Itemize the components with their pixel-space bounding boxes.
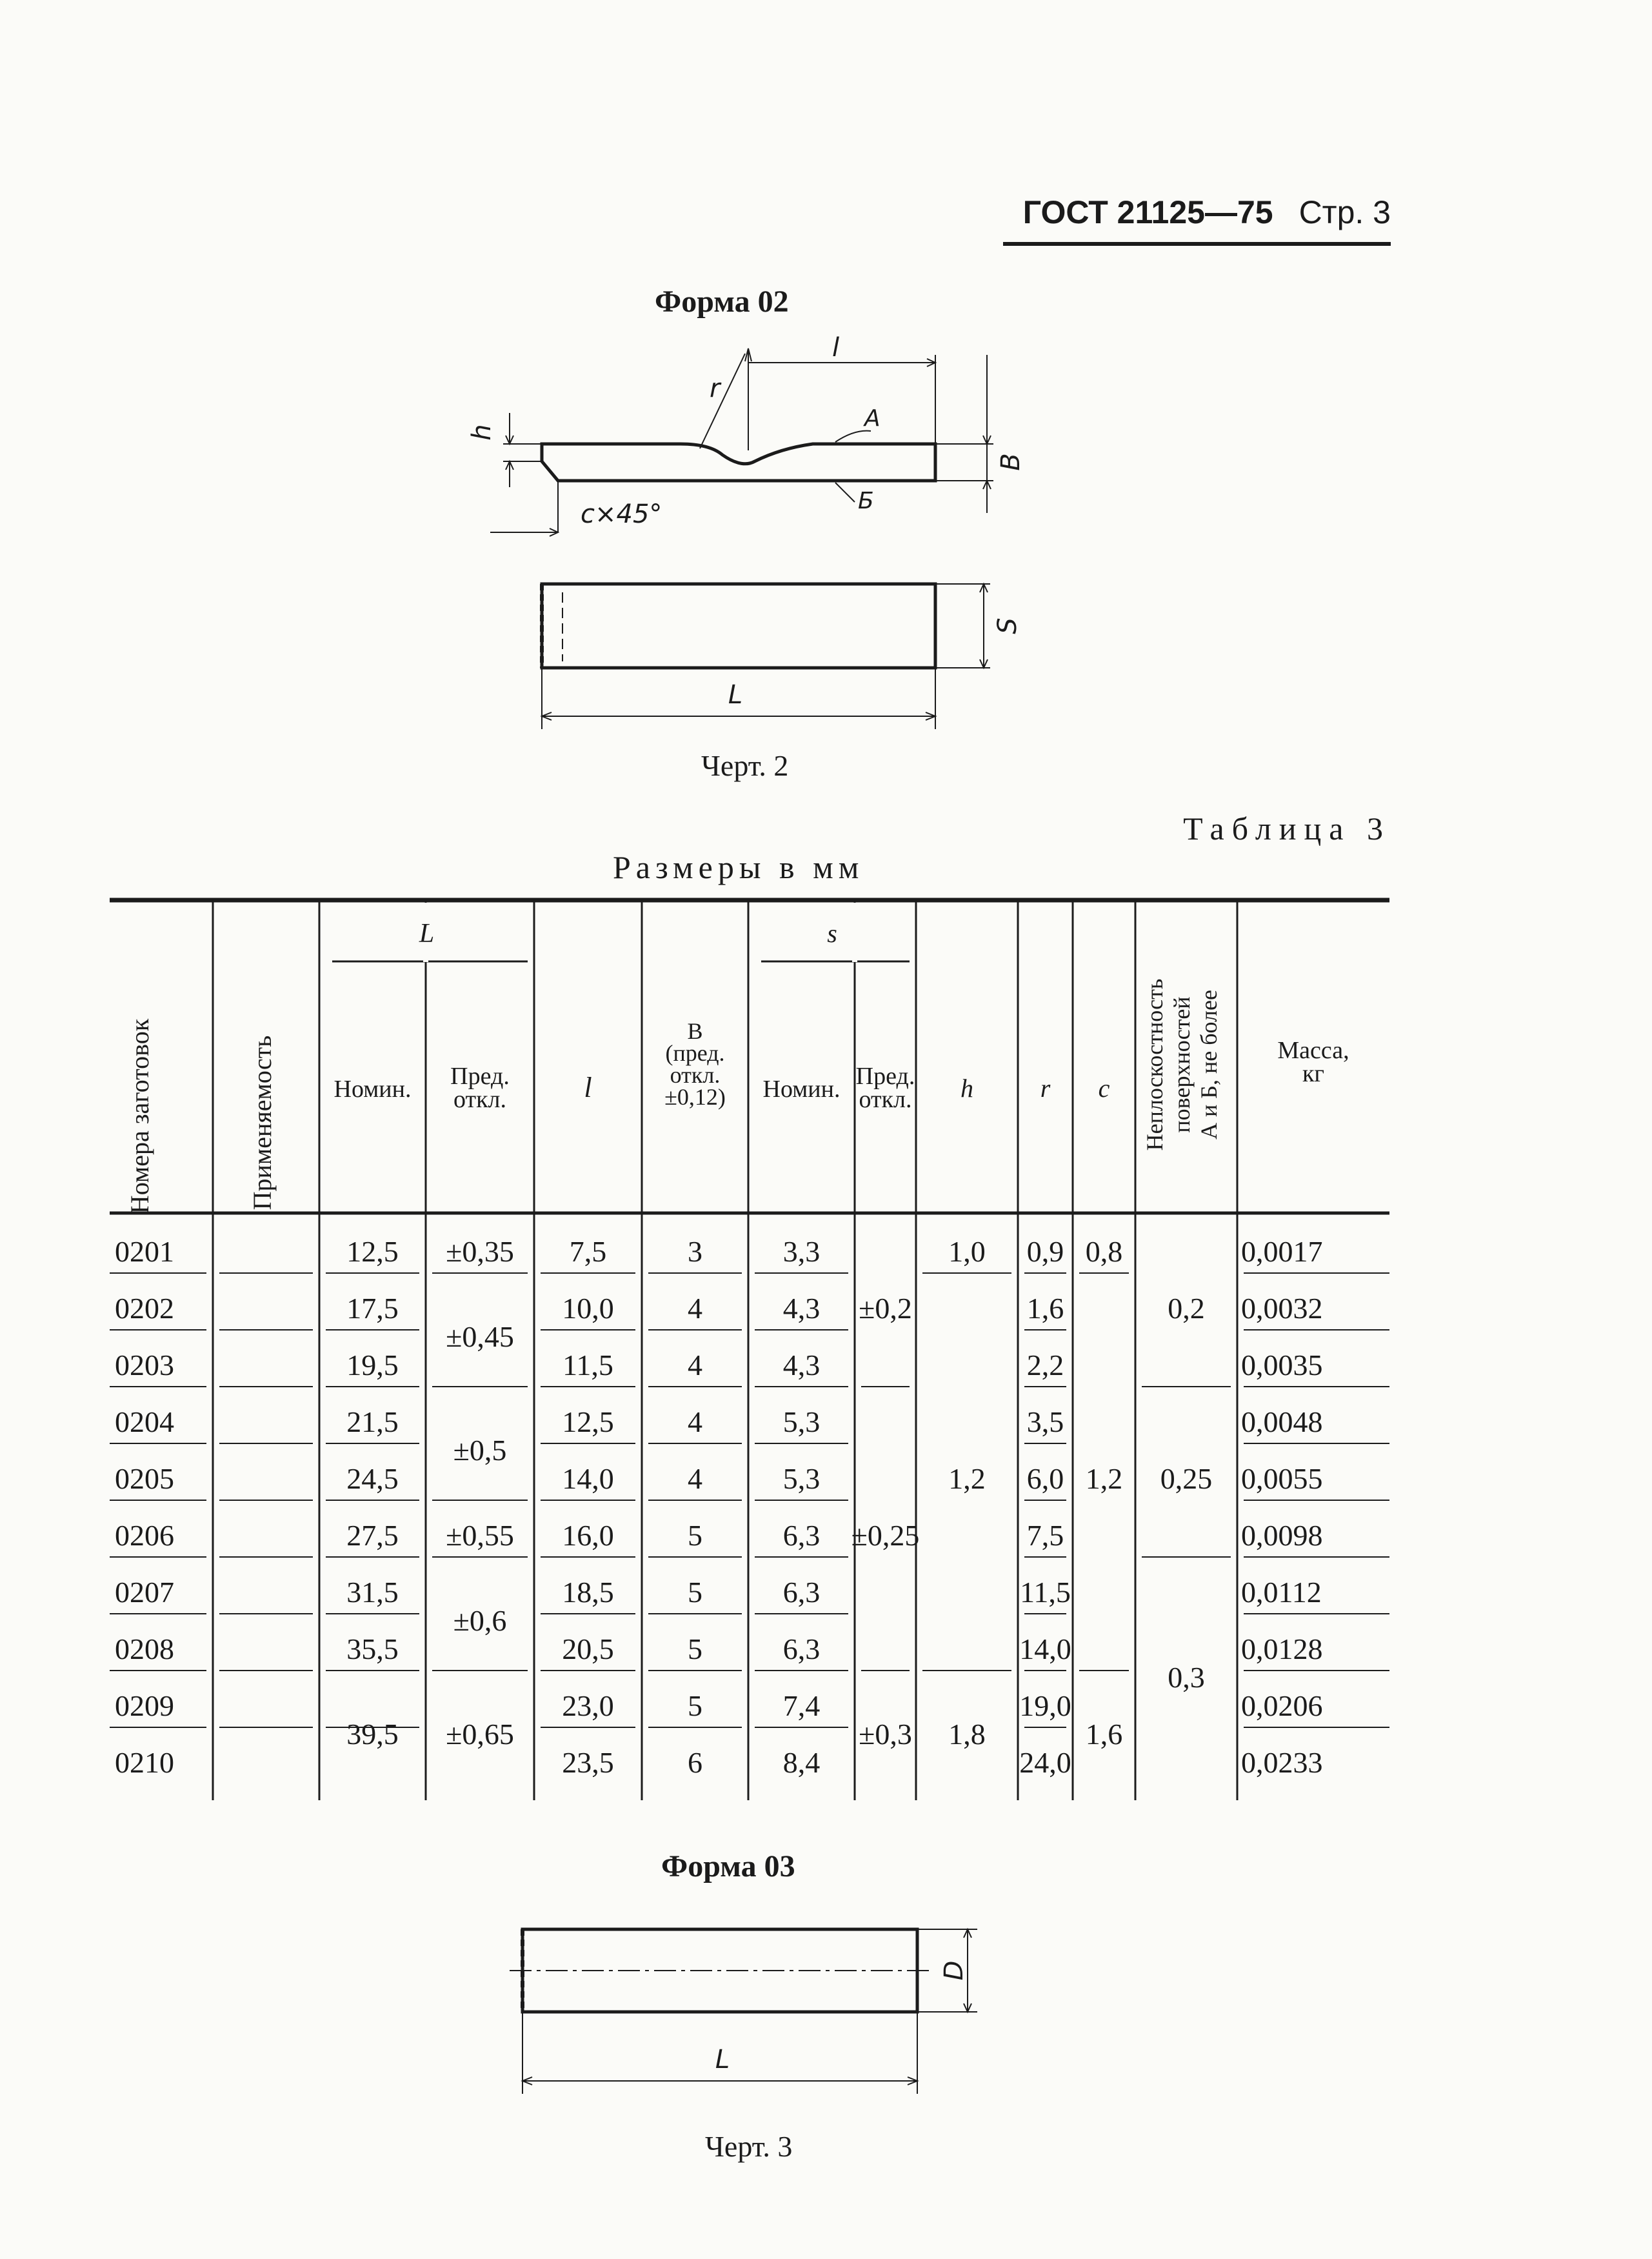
cell-mass: 0,0233	[1241, 1746, 1323, 1779]
cell-blank-no: 0207	[115, 1576, 174, 1609]
cell-c: 1,2	[1085, 1462, 1123, 1495]
page-number: Стр. 3	[1299, 194, 1391, 230]
form02-caption: Черт. 2	[701, 749, 789, 782]
cell-l: 7,5	[569, 1235, 607, 1268]
table-units: Размеры в мм	[613, 849, 864, 885]
cell-B: 4	[688, 1292, 702, 1325]
form02-label-A: А	[864, 405, 881, 432]
cell-mass: 0,0055	[1241, 1462, 1323, 1495]
form02-side-profile	[542, 444, 935, 481]
cell-flatness: 0,3	[1168, 1661, 1205, 1694]
cell-L-nom: 17,5	[346, 1292, 399, 1325]
cell-r: 6,0	[1026, 1462, 1064, 1495]
form02-l-dim	[748, 355, 935, 444]
cell-h: 1,8	[948, 1718, 986, 1751]
form03-caption: Черт. 3	[705, 2130, 793, 2163]
header-s-tol: откл.	[859, 1086, 912, 1113]
cell-mass: 0,0048	[1241, 1405, 1323, 1438]
cell-L-nom: 21,5	[346, 1405, 399, 1438]
cell-r: 19,0	[1019, 1689, 1071, 1722]
form03-title: Форма 03	[661, 1849, 795, 1883]
cell-l: 18,5	[562, 1576, 614, 1609]
cell-L-nom: 31,5	[346, 1576, 399, 1609]
form02-label-r: r	[710, 374, 721, 403]
cell-r: 0,9	[1026, 1235, 1064, 1268]
cell-blank-no: 0209	[115, 1689, 174, 1722]
cell-B: 4	[688, 1405, 702, 1438]
cell-L-nom: 19,5	[346, 1349, 399, 1381]
cell-r: 2,2	[1026, 1349, 1064, 1381]
cell-flatness: 0,2	[1168, 1292, 1205, 1325]
form02-label-chamfer: c×45°	[581, 499, 662, 529]
cell-B: 4	[688, 1349, 702, 1381]
cell-L-nom: 35,5	[346, 1632, 399, 1665]
cell-L-tol: ±0,45	[446, 1320, 514, 1353]
header-applicability: Применяемость	[248, 1035, 277, 1210]
cell-mass: 0,0098	[1241, 1519, 1323, 1552]
cell-B: 3	[688, 1235, 702, 1268]
header-mass: кг	[1302, 1060, 1325, 1087]
cell-mass: 0,0017	[1241, 1235, 1323, 1268]
cell-blank-no: 0208	[115, 1632, 174, 1665]
cell-B: 6	[688, 1746, 702, 1779]
cell-L-nom: 24,5	[346, 1462, 399, 1495]
cell-l: 11,5	[562, 1349, 613, 1381]
cell-B: 5	[688, 1519, 702, 1552]
form02-h-dim	[503, 413, 542, 487]
form02-S-dim	[935, 584, 990, 668]
cell-B: 4	[688, 1462, 702, 1495]
cell-blank-no: 0210	[115, 1746, 174, 1779]
header-flatness: Неплоскостность	[1142, 978, 1168, 1151]
group-header-gap	[852, 903, 857, 962]
cell-c: 0,8	[1085, 1235, 1123, 1268]
cell-s-nom: 7,4	[782, 1689, 821, 1722]
cell-s-nom: 6,3	[782, 1576, 821, 1609]
cell-s-nom: 5,3	[782, 1405, 821, 1438]
cell-flatness: 0,25	[1160, 1462, 1213, 1495]
cell-s-nom: 6,3	[782, 1632, 821, 1665]
table-label: Таблица 3	[1183, 810, 1391, 847]
cell-c: 1,6	[1085, 1718, 1123, 1751]
cell-r: 1,6	[1026, 1292, 1064, 1325]
cell-L-nom: 39,5	[346, 1718, 399, 1751]
cell-s-nom: 3,3	[782, 1235, 821, 1268]
form02-r-line	[745, 348, 751, 450]
header-r: r	[1040, 1074, 1051, 1103]
cell-h: 1,0	[948, 1235, 986, 1268]
cell-h: 1,2	[948, 1462, 986, 1495]
cell-L-tol: ±0,6	[453, 1604, 507, 1637]
cell-L-tol: ±0,65	[446, 1718, 514, 1751]
cell-blank-no: 0203	[115, 1349, 174, 1381]
cell-L-tol: ±0,35	[446, 1235, 514, 1268]
header-L-tol: откл.	[453, 1086, 507, 1113]
form02-label-h: h	[467, 424, 497, 441]
cell-blank-no: 0205	[115, 1462, 174, 1495]
header-L-tol: Пред.	[450, 1063, 510, 1090]
cell-blank-no: 0206	[115, 1519, 174, 1552]
header-flatness: поверхностей	[1169, 996, 1195, 1133]
cell-mass: 0,0206	[1241, 1689, 1323, 1722]
cell-l: 10,0	[562, 1292, 614, 1325]
cell-l: 16,0	[562, 1519, 614, 1552]
cell-r: 7,5	[1026, 1519, 1064, 1552]
cell-s-nom: 4,3	[782, 1292, 821, 1325]
header-l: l	[584, 1072, 592, 1103]
form02-B-dim	[935, 355, 993, 513]
cell-L-nom: 27,5	[346, 1519, 399, 1552]
cell-mass: 0,0128	[1241, 1632, 1323, 1665]
header-rule	[1003, 242, 1391, 246]
header-s-tol: Пред.	[855, 1063, 915, 1090]
header-L-nom: Номин.	[333, 1076, 412, 1103]
form02-chamfer	[542, 461, 558, 481]
cell-s-nom: 8,4	[782, 1746, 821, 1779]
cell-r: 14,0	[1019, 1632, 1071, 1665]
form02-label-l: l	[832, 333, 840, 363]
form02-title: Форма 02	[655, 285, 789, 319]
cell-s-tol: ±0,3	[859, 1718, 912, 1751]
form02-label-S: S	[993, 617, 1022, 634]
header-mass: Масса,	[1277, 1037, 1349, 1064]
form03-label-D: D	[939, 1960, 969, 1981]
header-B: откл.	[670, 1062, 721, 1088]
header-blank-no: Номера заготовок	[125, 1018, 154, 1214]
form02-label-L: L	[728, 680, 743, 710]
cell-mass: 0,0112	[1241, 1576, 1322, 1609]
cell-mass: 0,0035	[1241, 1349, 1323, 1381]
header-s: s	[827, 919, 837, 948]
cell-L-tol: ±0,55	[446, 1519, 514, 1552]
cell-s-tol: ±0,25	[851, 1519, 920, 1552]
document-header	[1023, 194, 1391, 231]
header-c: c	[1098, 1074, 1110, 1103]
cell-s-nom: 4,3	[782, 1349, 821, 1381]
form03-drawing	[503, 1910, 1006, 2110]
cell-blank-no: 0201	[115, 1235, 174, 1268]
cell-r: 24,0	[1019, 1746, 1071, 1779]
cell-l: 12,5	[562, 1405, 614, 1438]
cell-r: 11,5	[1020, 1576, 1071, 1609]
cell-s-nom: 5,3	[782, 1462, 821, 1495]
cell-blank-no: 0202	[115, 1292, 174, 1325]
header-L: L	[419, 919, 435, 949]
cell-l: 23,5	[562, 1746, 614, 1779]
header-B: ±0,12)	[664, 1084, 726, 1110]
form02-label-B: В	[996, 453, 1026, 471]
cell-r: 3,5	[1026, 1405, 1064, 1438]
form03-label-L: L	[715, 2045, 730, 2074]
header-s-nom: Номин.	[762, 1076, 841, 1103]
cell-B: 5	[688, 1576, 702, 1609]
header-flatness: А и Б, не более	[1196, 990, 1222, 1140]
cell-L-nom: 12,5	[346, 1235, 399, 1268]
cell-B: 5	[688, 1632, 702, 1665]
cell-l: 14,0	[562, 1462, 614, 1495]
form02-drawing	[467, 333, 1045, 736]
cell-l: 23,0	[562, 1689, 614, 1722]
cell-l: 20,5	[562, 1632, 614, 1665]
standard-number: ГОСТ 21125—75	[1022, 194, 1273, 230]
header-B: (пред.	[665, 1040, 725, 1066]
cell-B: 5	[688, 1689, 702, 1722]
form02-plan-rect	[542, 584, 935, 668]
header-h: h	[960, 1074, 973, 1103]
form02-label-Б: Б	[858, 488, 874, 514]
spec-table	[110, 897, 1389, 1807]
header-B: В	[687, 1018, 703, 1044]
cell-s-nom: 6,3	[782, 1519, 821, 1552]
cell-s-tol: ±0,2	[859, 1292, 912, 1325]
cell-blank-no: 0204	[115, 1405, 174, 1438]
cell-mass: 0,0032	[1241, 1292, 1323, 1325]
cell-L-tol: ±0,5	[453, 1434, 507, 1467]
